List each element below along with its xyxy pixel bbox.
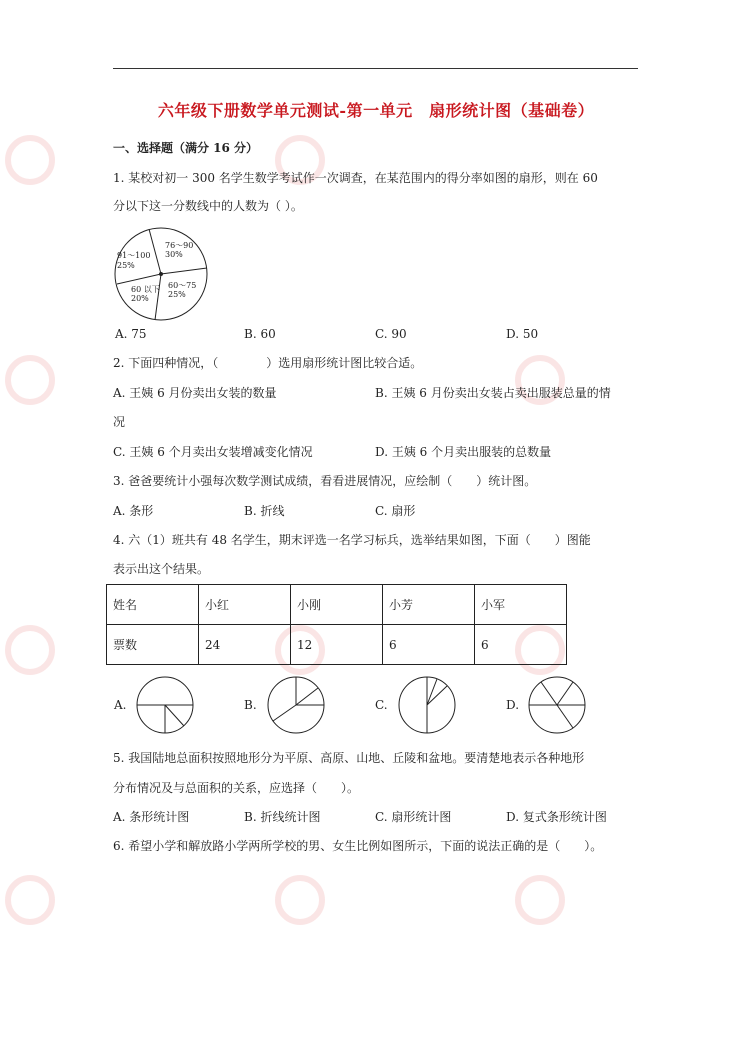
q1-stem-line2: 分以下这一分数线中的人数为（ ）。: [113, 199, 303, 213]
q5-option-a[interactable]: A. 条形统计图: [113, 810, 190, 824]
table-row: [107, 625, 567, 665]
q1-option-b[interactable]: B. 60: [244, 327, 276, 341]
q2-option-d[interactable]: D. 王姨 6 个月卖出服装的总数量: [375, 445, 552, 459]
table-header-cell: 小军: [475, 585, 567, 625]
q1-pie-chart: [113, 224, 213, 324]
header-rule: [113, 68, 638, 69]
q4-pie-c: [397, 675, 457, 735]
q2-option-c[interactable]: C. 王姨 6 个月卖出女装增减变化情况: [113, 445, 313, 459]
q2-option-b[interactable]: B. 王姨 6 月份卖出女装占卖出服装总量的情: [375, 386, 611, 400]
table-header-cell: 小红: [199, 585, 291, 625]
q2-option-a[interactable]: A. 王姨 6 月份卖出女装的数量: [113, 386, 277, 400]
q2-stem: 2. 下面四种情况，（ ）选用扇形统计图比较合适。: [113, 356, 423, 370]
q4-pie-a: [135, 675, 195, 735]
q4-option-c[interactable]: C.: [375, 698, 388, 712]
q3-option-a[interactable]: A. 条形: [113, 504, 154, 518]
q3-option-c[interactable]: C. 扇形: [375, 504, 416, 518]
q4-option-d[interactable]: D.: [506, 698, 520, 712]
pie-label-pct: 25%: [168, 290, 186, 299]
pie-label-pct: 20%: [131, 294, 149, 303]
table-row: [107, 585, 567, 625]
q4-option-b[interactable]: B.: [244, 698, 257, 712]
q4-stem-line1: 4. 六（1）班共有 48 名学生，期末评选一名学习标兵，选举结果如图，下面（ ）图能: [113, 533, 591, 547]
q1-stem-line1: 1. 某校对初一 300 名学生数学考试作一次调查，在某范围内的得分率如图的扇形，则在 60: [113, 171, 598, 185]
q1-option-a[interactable]: A. 75: [115, 327, 147, 341]
table-cell: 6: [475, 625, 567, 665]
q1-option-c[interactable]: C. 90: [375, 327, 407, 341]
q2-option-b-continued: 况: [113, 415, 126, 429]
q1-option-d[interactable]: D. 50: [506, 327, 539, 341]
pie-label-pct: 30%: [165, 250, 183, 259]
q5-option-b[interactable]: B. 折线统计图: [244, 810, 321, 824]
q5-option-c[interactable]: C. 扇形统计图: [375, 810, 452, 824]
table-header-cell: 小芳: [383, 585, 475, 625]
page-title: 六年级下册数学单元测试-第一单元 扇形统计图（基础卷）: [157, 101, 595, 120]
q4-stem-line2: 表示出这个结果。: [113, 562, 210, 576]
q6-stem: 6. 希望小学和解放路小学两所学校的男、女生比例如图所示，下面的说法正确的是（ ）。: [113, 839, 603, 853]
q4-pie-d: [527, 675, 587, 735]
pie-label-range: 60～75: [168, 281, 197, 290]
table-cell: 票数: [107, 625, 199, 665]
q4-pie-b: [266, 675, 326, 735]
table-cell: 12: [291, 625, 383, 665]
q5-stem-line2: 分布情况及与总面积的关系，应选择（ ）。: [113, 781, 360, 795]
pie-label-range: 91～100: [117, 251, 151, 260]
q5-option-d[interactable]: D. 复式条形统计图: [506, 810, 607, 824]
vote-table: [106, 584, 567, 665]
q4-option-a[interactable]: A.: [114, 698, 127, 712]
q5-stem-line1: 5. 我国陆地总面积按照地形分为平原、高原、山地、丘陵和盆地。要清楚地表示各种地形: [113, 751, 585, 765]
table-cell: 24: [199, 625, 291, 665]
pie-label-range: 60 以下: [131, 285, 160, 294]
q3-option-b[interactable]: B. 折线: [244, 504, 285, 518]
q3-stem: 3. 爸爸要统计小强每次数学测试成绩，看看进展情况，应绘制（ ）统计图。: [113, 474, 537, 488]
section-heading: 一、选择题（满分 16 分）: [113, 141, 259, 155]
table-header-cell: 姓名: [107, 585, 199, 625]
pie-label-pct: 25%: [117, 261, 135, 270]
pie-label-range: 76～90: [165, 241, 194, 250]
table-cell: 6: [383, 625, 475, 665]
table-header-cell: 小刚: [291, 585, 383, 625]
